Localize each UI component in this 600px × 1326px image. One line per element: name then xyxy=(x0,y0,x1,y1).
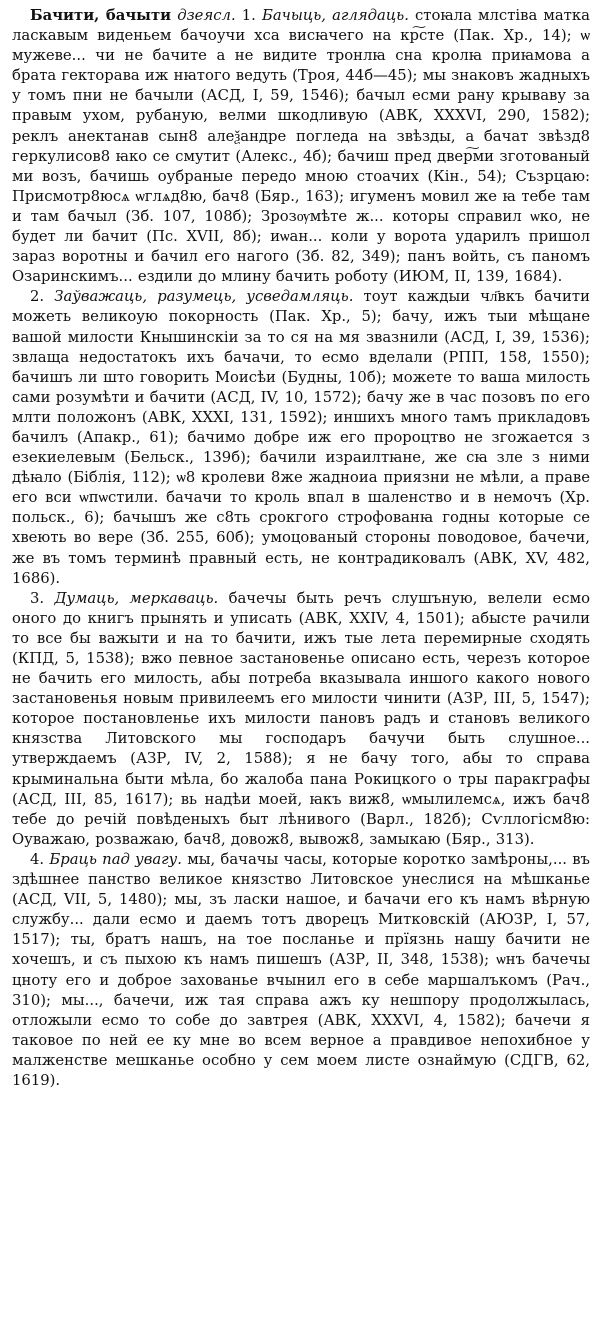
sense-definition: Браць пад увагу. xyxy=(49,850,182,868)
entry-sense-2 xyxy=(12,287,590,588)
sense-citations: мы, бачачы часы, которые коротко замѣроны,... въ здѣшнее панство великое князство Литовское унеслися на мѣшканье (АСД, VII, 5, 1480); мы, зъ ласки нашое, и бачачи его къ намъ вѣрную службу... дали есмо и даемъ тотъ дворецъ Митковскій (АЮЗР, I, 57, 1517); ты, братъ нашъ, на тое посланье и прїязнь нашу бачити не хочешъ, и съ пыхою къ намъ пишешъ (АЗР, II, 348, 1538); ѡнъ бачечы цноту его и доброе захованье вчынил его в себе маршалъкомъ (Рач., 310); мы..., бачечи, иж тая справа ажъ ку нешпору продолжылась, отложыли есмо то собе до завтрея (АВК, XXXVI, 4, 1582); бачечи я таковое по ней ее ку мне во всем верное а правдивое непохибное у малженстве мешканье особно у сем моем листе ознаймую (СДГВ, 62, 1619). xyxy=(12,850,590,1089)
sense-number: 4. xyxy=(30,850,45,868)
sense-definition: Заўважаць, разумець, усведамляць. xyxy=(54,288,354,306)
sense-citations: стоꙗла млстіва матка ласкавым виденьем бачоучи хса висꙗчего на кр͠сте (Пак. Хр., 14); ѡ мужеве... чи не бачите а не видите тронлꙗ сна кролꙗ приꙗмова а брата гекторава иж нꙗтого ведуть (Троя, 44б—45); мы знаковъ жадныхъ у томъ пни не бачыли (АСД, I, 59, 1546); бачыл есми рану крываву за правым ухом, рубаную, велми шкодливую (АВК, XXXVI, 290, 1582); реклъ анектанав сын8 алеѯандре погледа на звѣзды, а бачат звѣзд8 геркулисов8 ꙗко се смутит (Алекс., 4б); бачиш пред двер͠ми зготованый ми возъ, бачишь оубраные передо мною стоачих (Кін., 54); Съзрцаю: Присмотр8юсѧ ѡглѧд8ю, бач8 (Бяр., 163); игуменъ мовил же ꙗ тебе там и там бачыл (Зб. 107, 108б); Зрозѹмѣте ж... которы справил ѡко, не будет ли бачит (Пс. XVII, 8б); иѡан... коли у ворота ударилъ пришол зараз воротны и бачил его нагого (Зб. 82, 349); панъ войть, съ паномъ Озаринскимъ... ездили до млину бачить роботу (ИЮМ, II, 139, 1684). xyxy=(12,7,590,286)
headword: Бачити, бачыти xyxy=(30,7,172,24)
sense-number: 2. xyxy=(30,288,45,306)
sense-number: 3. xyxy=(30,589,45,607)
entry-sense-4 xyxy=(12,850,590,1091)
sense-definition: Бачыць, аглядаць. xyxy=(261,7,409,24)
sense-citations: бачечы быть речъ слушъную, велели есмо оного до книгъ прынять и уписать (АВК, XXIV, 4, 1501); абысте рачили то все бы важыти и на то бачити, ижъ тые лета перемирные сходять (КПД, 5, 1538); вжо певное застановенье описано есть, черезъ которое не бачить его милость, абы потреба вказывала иншого какого нового застановенья новым привилеемъ его милости чинити (АЗР, III, 5, 1547); которое постановленье ихъ милости пановъ радъ и становъ великого князства Литовского мы господаръ бачучи быть слушное... утверждаемъ (АЗР, IV, 2, 1588); я не бачу того, абы то справа крыминальна быти мѣла, бо жалоба пана Рокицкого о тры паракграфы (АСД, III, 85, 1617); вь надѣи моей, ꙗкъ виж8, ѡмылилемсѧ, ижъ бач8 тебе до речій повѣденыхъ быт лѣнивого (Варл., 182б); Сѵллогісм8ю: Оуважаю, розважаю, бач8, довож8, вывож8, замыкаю (Бяр., 313). xyxy=(12,589,590,848)
entry-sense-1 xyxy=(12,6,590,287)
entry-sense-3 xyxy=(12,589,590,850)
sense-definition: Думаць, меркаваць. xyxy=(54,589,219,607)
sense-number: 1. xyxy=(241,7,256,24)
part-of-speech-label: дзеясл. xyxy=(177,7,236,24)
sense-citations: тоут каждыи чл҃вкъ бачити можеть великоую покорность (Пак. Хр., 5); бачу, ижъ тыи мѣщане вашой милости Кнышинскіи за то ся на мя звазнили (АСД, I, 39, 1536); звлаща недостатокъ ихъ бачачи, то есмо вделали (РПП, 158, 1550); бачишъ ли што говорить Моисѣи (Будны, 10б); можете то ваша милость сами розумѣти и бачити (АСД, IV, 10, 1572); бачу же в час позовъ по его млти положонъ (АВК, XXXI, 131, 1592); иншихъ много тамъ прикладовъ бачилъ (Апакр., 61); бачимо добре иж его пророцтво не згожается з езекиелевым (Бельск., 139б); бачили израилтꙗне, же сꙗ зле з ними дѣꙗло (Біблія, 112); ѡ8 кролеви 8же жадноиа приязни не мѣли, а праве его вси ѡпѡстили. бачачи то кроль впал в шаленство и в немочъ (Хр. польск., 6); бачышъ же с8ть срокгого строфованꙗ годны которые се хвеють во вере (Зб. 255, 60б); умоцованый стороны поводовое, бачечи, же въ томъ терминѣ правный есть, не контрадиковалъ (АВК, XV, 482, 1686). xyxy=(12,288,590,587)
